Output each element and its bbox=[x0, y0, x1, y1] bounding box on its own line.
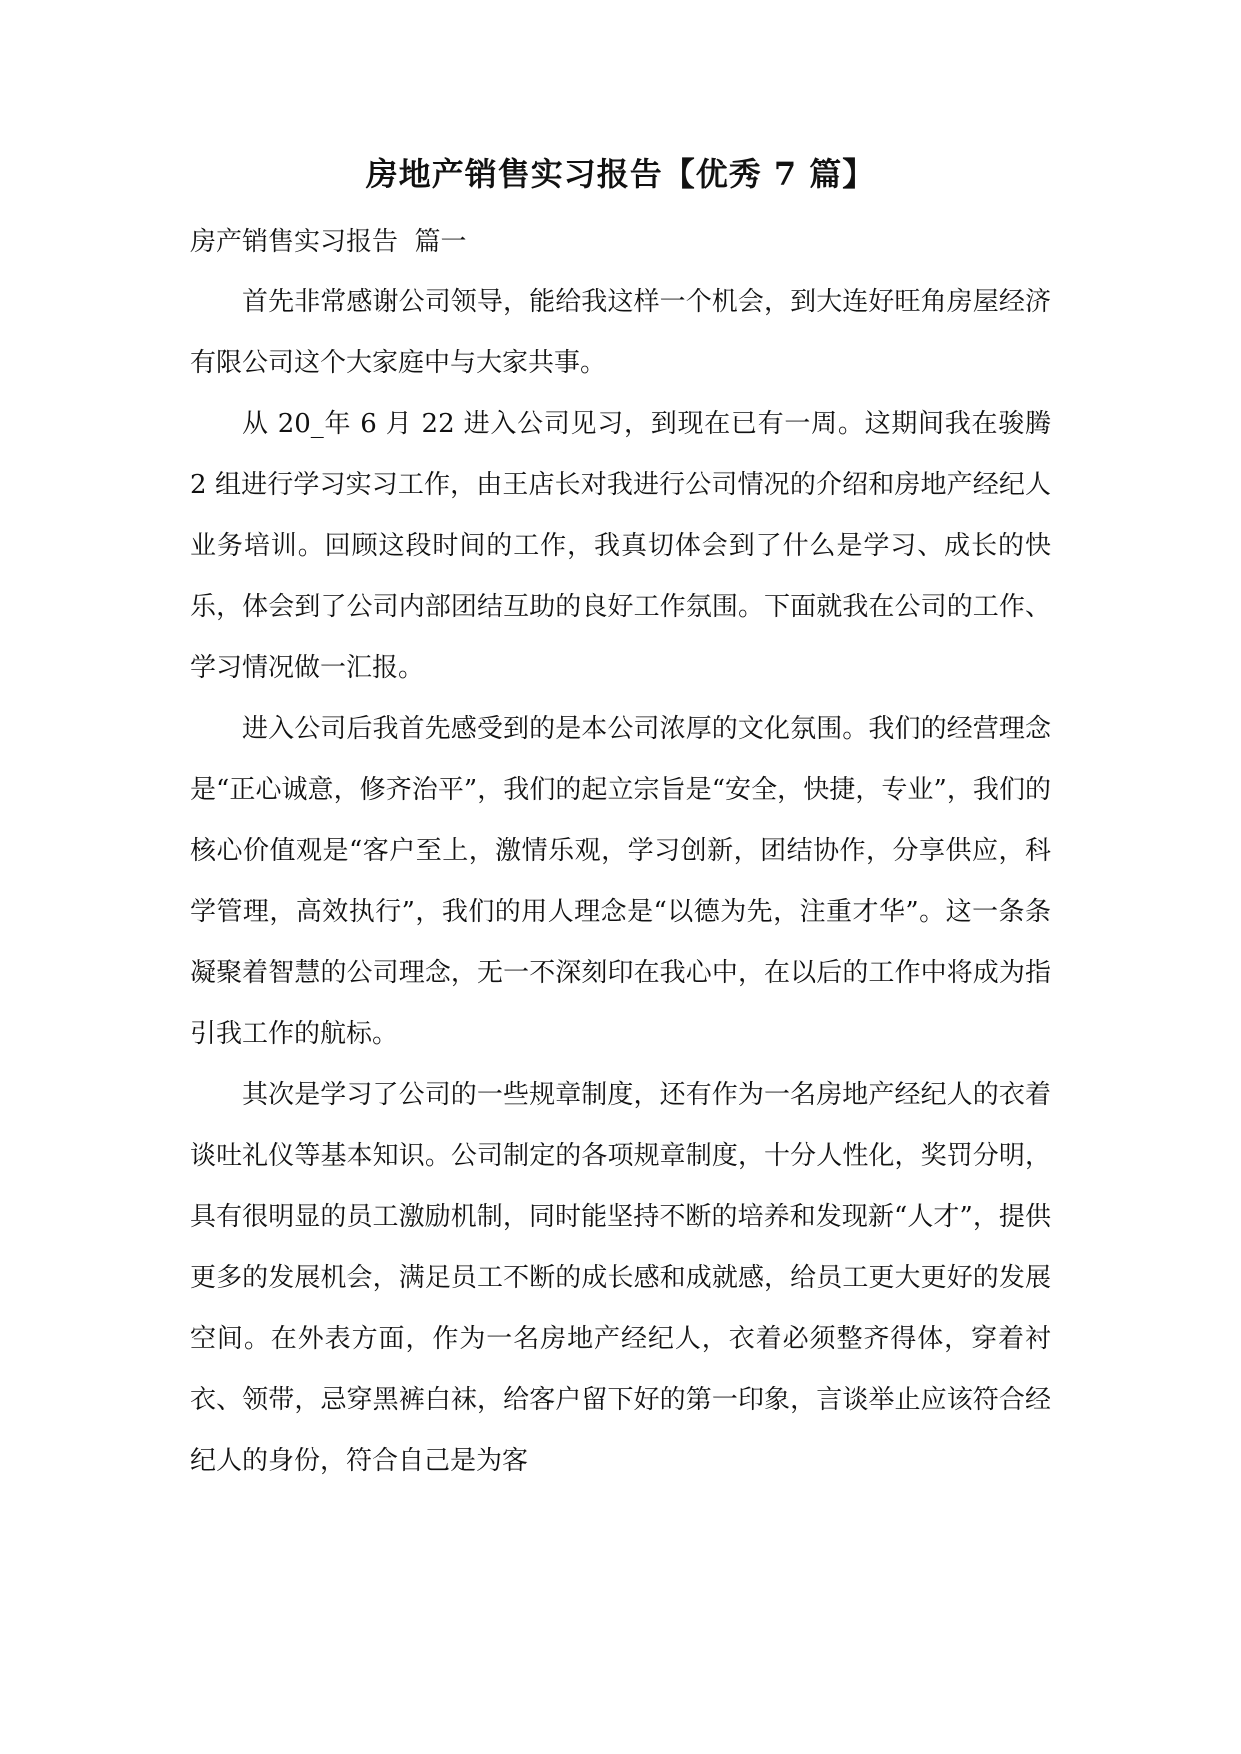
paragraph: 从 20_年 6 月 22 进入公司见习，到现在已有一周。这期间我在骏腾 2 组进行学习实习工作，由王店长对我进行公司情况的介绍和房地产经纪人业务培训。回顾这段时间的工作，我真切体会到了什么是学习、成长的快乐，体会到了公司内部团结互助的良好工作氛围。下面就我在公司的工作、学习情况做一汇报。 bbox=[190, 409, 1051, 683]
paragraph: 首先非常感谢公司领导，能给我这样一个机会，到大连好旺角房屋经济有限公司这个大家庭中与大家共事。 bbox=[190, 287, 1051, 378]
document-page bbox=[190, 150, 1051, 1492]
paragraph: 其次是学习了公司的一些规章制度，还有作为一名房地产经纪人的衣着谈吐礼仪等基本知识。公司制定的各项规章制度，十分人性化，奖罚分明，具有很明显的员工激励机制，同时能坚持不断的培养和发现新“人才”，提供更多的发展机会，满足员工不断的成长感和成就感，给员工更大更好的发展空间。在外表方面，作为一名房地产经纪人，衣着必须整齐得体，穿着衬衣、领带，忌穿黑裤白袜，给客户留下好的第一印象，言谈举止应该符合经纪人的身份，符合自己是为客 bbox=[190, 1080, 1051, 1476]
document-title: 房地产销售实习报告【优秀 7 篇】 bbox=[365, 155, 876, 193]
section-heading: 房产销售实习报告 篇一 bbox=[190, 227, 467, 257]
paragraph: 进入公司后我首先感受到的是本公司浓厚的文化氛围。我们的经营理念是“正心诚意，修齐治平”，我们的起立宗旨是“安全，快捷，专业”，我们的核心价值观是“客户至上，激情乐观，学习创新，团结协作，分享供应，科学管理，高效执行”，我们的用人理念是“以德为先，注重才华”。这一条条凝聚着智慧的公司理念，无一不深刻印在我心中，在以后的工作中将成为指引我工作的航标。 bbox=[190, 714, 1051, 1049]
